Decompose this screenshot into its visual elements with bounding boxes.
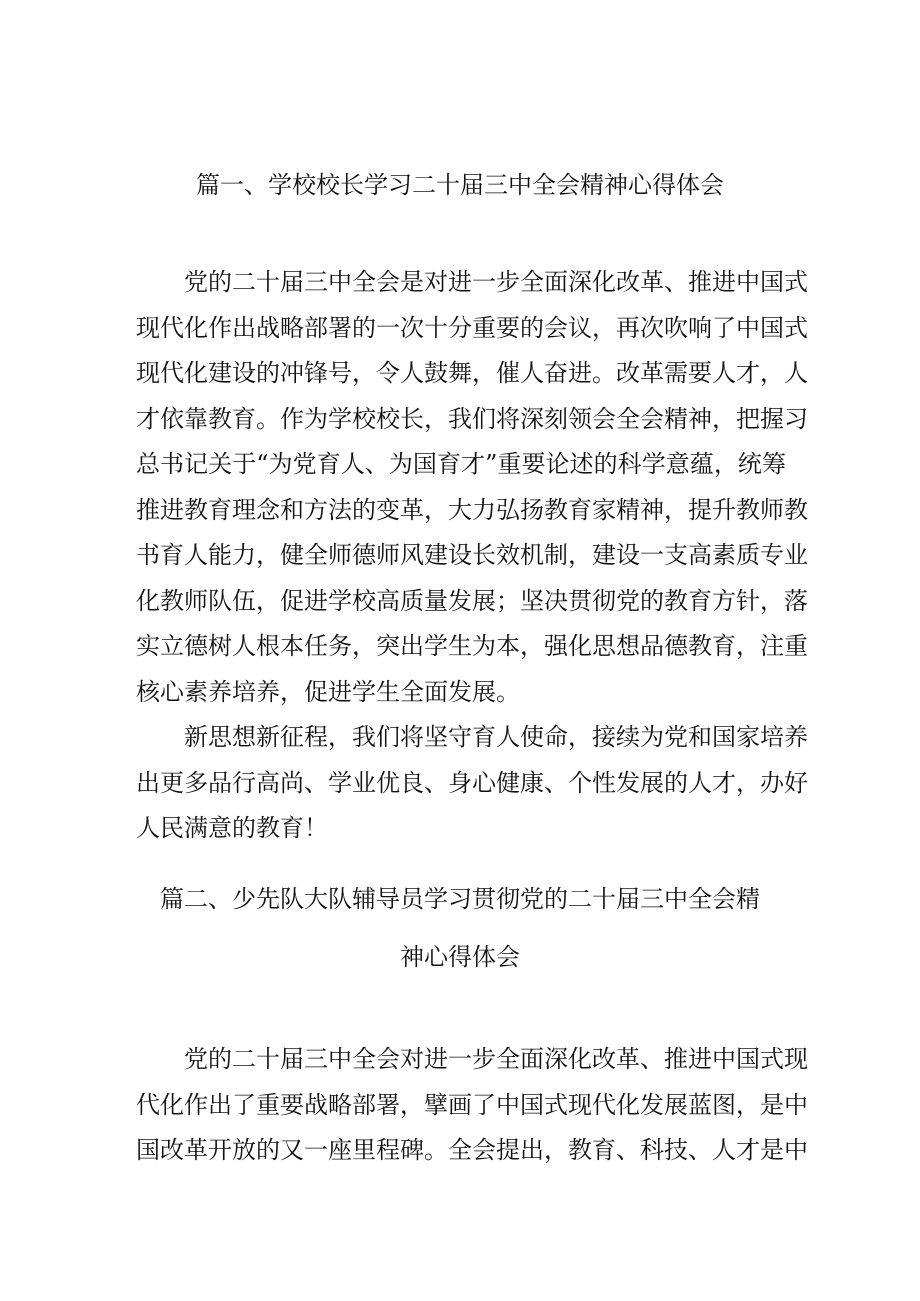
text-line: 新思想新征程，我们将坚守育人使命，接续为党和国家培养 (184, 723, 808, 751)
text-line: 代化作出了重要战略部署，擘画了中国式现代化发展蓝图，是中 (136, 1091, 808, 1119)
section-1-title: 篇一、学校校长学习二十届三中全会精神心得体会 (196, 171, 724, 199)
text-line: 现代化建设的冲锋号，令人鼓舞，催人奋进。改革需要人才，人 (136, 359, 808, 387)
text-line: 才依靠教育。作为学校校长，我们将深刻领会全会精神，把握习 (136, 405, 808, 433)
section-2-title-line-1: 篇二、少先队大队辅导员学习贯彻党的二十届三中全会精 (160, 885, 760, 913)
text-line: 党的二十届三中全会对进一步全面深化改革、推进中国式现 (184, 1045, 808, 1073)
text-line: 出更多品行高尚、学业优良、身心健康、个性发展的人才，办好 (136, 769, 808, 797)
text-line: 人民满意的教育！ (136, 814, 328, 842)
text-line: 化教师队伍，促进学校高质量发展；坚决贯彻党的教育方针，落 (136, 587, 808, 615)
text-line: 国改革开放的又一座里程碑。全会提出，教育、科技、人才是中 (136, 1136, 808, 1164)
section-2-title-line-2: 神心得体会 (400, 943, 520, 971)
text-line: 书育人能力，健全师德师风建设长效机制，建设一支高素质专业 (136, 541, 808, 569)
text-line: 现代化作出战略部署的一次十分重要的会议，再次吹响了中国式 (136, 314, 808, 342)
text-line: 党的二十届三中全会是对进一步全面深化改革、推进中国式 (184, 268, 808, 296)
text-line: 核心素养培养，促进学生全面发展。 (136, 678, 520, 706)
text-line: 总书记关于“为党育人、为国育才”重要论述的科学意蕴，统筹 (136, 450, 786, 478)
text-line: 实立德树人根本任务，突出学生为本，强化思想品德教育，注重 (136, 632, 808, 660)
text-line: 推进教育理念和方法的变革，大力弘扬教育家精神，提升教师教 (136, 496, 808, 524)
